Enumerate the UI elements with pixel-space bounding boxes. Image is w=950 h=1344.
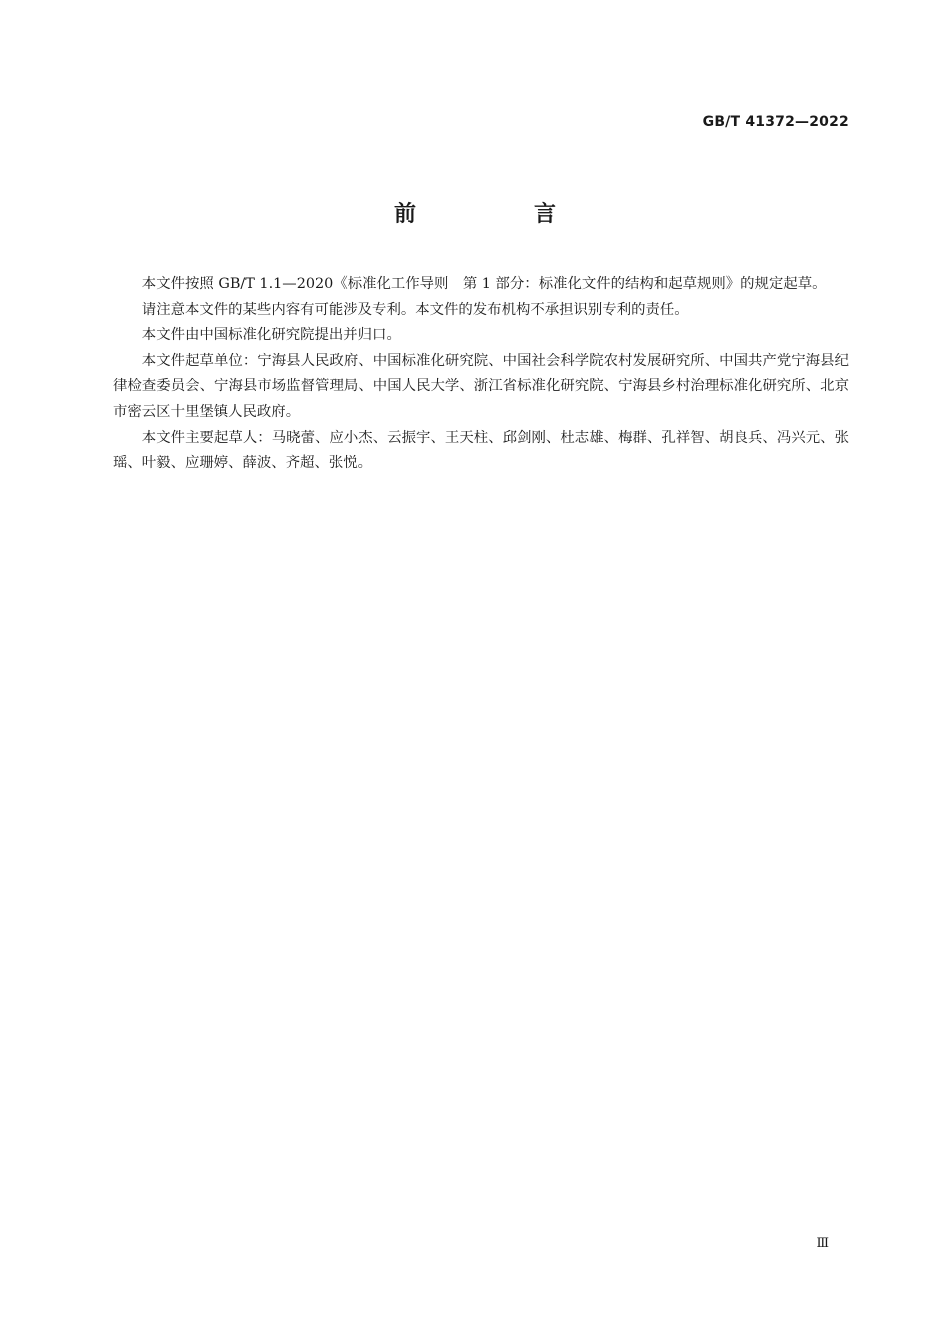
paragraph-drafting-rules: 本文件按照 GB/T 1.1—2020《标准化工作导则 第 1 部分：标准化文件的结构和起草规则》的规定起草。 [141,276,827,292]
paragraph-main-drafters: 本文件主要起草人：马晓蕾、应小杰、云振宇、王天柱、邱剑刚、杜志雄、梅群、孔祥智、胡良兵、冯兴元、张瑶、叶毅、应珊婷、薛波、齐超、张悦。 [113,429,849,472]
foreword-body [113,272,849,477]
paragraph-proposer: 本文件由中国标准化研究院提出并归口。 [141,327,401,344]
standard-code: GB/T 41372—2022 [702,114,849,130]
paragraph-drafting-units: 本文件起草单位：宁海县人民政府、中国标准化研究院、中国社会科学院农村发展研究所、中国共产党宁海县纪律检查委员会、宁海县市场监督管理局、中国人民大学、浙江省标准化研究院、宁海县乡村治理标准化研究所、北京市密云区十里堡镇人民政府。 [113,352,849,420]
page-title: 前 言 [393,202,604,227]
page-number: Ⅲ [816,1236,829,1251]
paragraph-patent-notice: 请注意本文件的某些内容有可能涉及专利。本文件的发布机构不承担识别专利的责任。 [141,301,689,318]
